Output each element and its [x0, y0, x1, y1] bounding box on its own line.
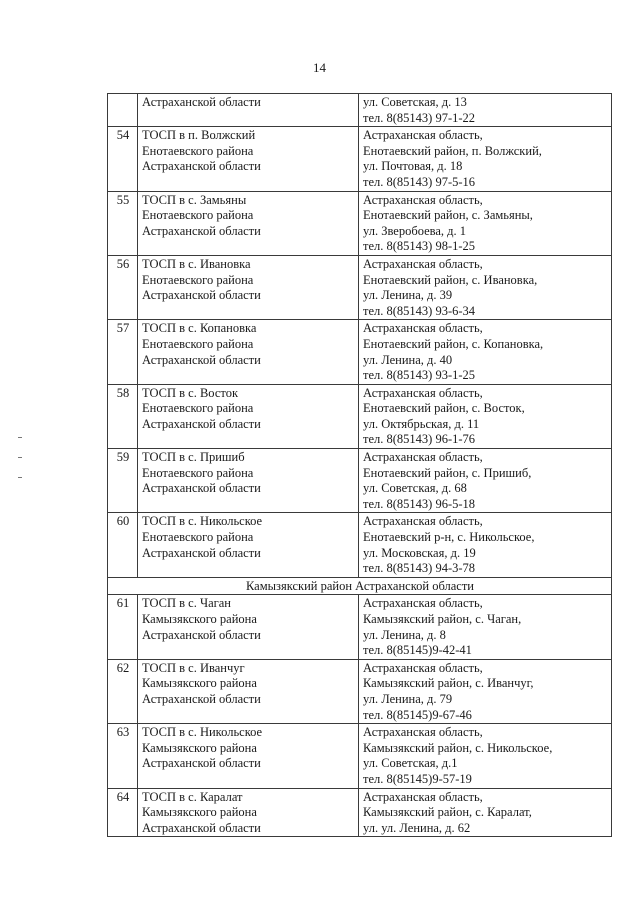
address-line: тел. 8(85143) 97-5-16 — [363, 174, 476, 189]
office-name-cell — [138, 127, 359, 191]
office-name-line: ТОСП в с. Восток — [142, 385, 239, 400]
office-name-line: Астраханской области — [142, 352, 261, 367]
address-line: ул. Советская, д. 13 — [363, 95, 467, 109]
address-line: Камызякский район, с. Каралат, — [363, 805, 532, 820]
section-header-row — [108, 577, 612, 595]
office-name-line: ТОСП в с. Чаган — [142, 596, 232, 611]
office-name-line: Астраханской области — [142, 288, 261, 303]
table-row — [108, 94, 612, 127]
offices-table — [107, 93, 612, 837]
address-line: Астраханская область, — [363, 128, 483, 143]
office-name-line: Енотаевского района — [142, 401, 254, 416]
address-line: Астраханская область, — [363, 321, 483, 336]
table-row — [108, 724, 612, 788]
address-line: Астраханская область, — [363, 450, 483, 465]
office-name-line: ТОСП в с. Ивановка — [142, 256, 251, 271]
address-line: Астраханская область, — [363, 385, 483, 400]
office-name-line: ТОСП в с. Каралат — [142, 789, 243, 804]
address-cell — [359, 255, 612, 319]
row-number: 54 — [108, 127, 138, 191]
address-cell — [359, 449, 612, 513]
address-line: ул. Советская, д. 68 — [363, 481, 467, 496]
office-name-cell — [138, 595, 359, 659]
office-name-line: Астраханской области — [142, 95, 261, 109]
address-line: тел. 8(85145)9-57-19 — [363, 771, 472, 786]
row-number: 56 — [108, 255, 138, 319]
office-name-line: Астраханской области — [142, 159, 261, 174]
office-name-line: Енотаевского района — [142, 336, 254, 351]
address-line: тел. 8(85143) 94-3-78 — [363, 561, 476, 576]
address-line: тел. 8(85143) 98-1-25 — [363, 239, 476, 254]
office-name-line: Астраханской области — [142, 756, 261, 771]
address-cell — [359, 384, 612, 448]
section-title: Камызякский район Астраханской области — [108, 577, 612, 595]
address-line: тел. 8(85143) 96-5-18 — [363, 496, 476, 511]
address-line: тел. 8(85143) 93-1-25 — [363, 368, 476, 383]
table-row — [108, 449, 612, 513]
table-row — [108, 255, 612, 319]
table-row — [108, 513, 612, 577]
office-name-cell — [138, 320, 359, 384]
address-line: Камызякский район, с. Никольское, — [363, 740, 553, 755]
office-name-line: Камызякского района — [142, 676, 257, 691]
row-number: 62 — [108, 659, 138, 723]
office-name-line: Астраханской области — [142, 223, 261, 238]
address-line: тел. 8(85145)9-42-41 — [363, 643, 472, 658]
office-name-cell — [138, 659, 359, 723]
margin-mark — [18, 457, 22, 458]
address-line: ул. Ленина, д. 40 — [363, 352, 453, 367]
table-row — [108, 788, 612, 837]
address-line: Астраханская область, — [363, 660, 483, 675]
address-line: Енотаевский район, с. Восток, — [363, 401, 525, 416]
address-line: Астраханская область, — [363, 789, 483, 804]
address-line: ул. Ленина, д. 8 — [363, 627, 446, 642]
office-name-line: Камызякского района — [142, 740, 257, 755]
address-line: Астраханская область, — [363, 514, 483, 529]
office-name-line: Енотаевского района — [142, 143, 254, 158]
margin-mark — [18, 477, 22, 478]
office-name-line: Астраханской области — [142, 416, 261, 431]
page-number: 14 — [313, 60, 326, 75]
row-number: 55 — [108, 191, 138, 255]
address-line: тел. 8(85145)9-67-46 — [363, 707, 472, 722]
office-name-line: Астраханской области — [142, 691, 261, 706]
table-row — [108, 595, 612, 659]
office-name-line: ТОСП в п. Волжский — [142, 128, 256, 143]
address-line: Астраханская область, — [363, 725, 483, 740]
row-number — [108, 94, 138, 127]
office-name-line: ТОСП в с. Копановка — [142, 321, 257, 336]
address-cell — [359, 94, 612, 127]
address-line: Камызякский район, с. Иванчуг, — [363, 676, 534, 691]
office-name-line: Енотаевского района — [142, 465, 254, 480]
table-row — [108, 191, 612, 255]
office-name-cell — [138, 788, 359, 837]
office-name-cell — [138, 513, 359, 577]
address-line: тел. 8(85143) 93-6-34 — [363, 303, 476, 318]
address-line: тел. 8(85143) 97-1-22 — [363, 110, 476, 125]
office-name-cell — [138, 384, 359, 448]
table-row — [108, 384, 612, 448]
address-cell — [359, 513, 612, 577]
row-number: 64 — [108, 788, 138, 837]
address-cell — [359, 127, 612, 191]
row-number: 57 — [108, 320, 138, 384]
office-name-line: Енотаевского района — [142, 208, 254, 223]
offices-table-body — [108, 94, 612, 837]
office-name-line: Енотаевского района — [142, 272, 254, 287]
address-line: Астраханская область, — [363, 596, 483, 611]
address-line: ул. Ленина, д. 79 — [363, 691, 453, 706]
address-cell — [359, 659, 612, 723]
address-line: Камызякский район, с. Чаган, — [363, 612, 522, 626]
table-row — [108, 127, 612, 191]
table-row — [108, 659, 612, 723]
office-name-cell — [138, 449, 359, 513]
row-number: 63 — [108, 724, 138, 788]
address-line: ул. Ленина, д. 39 — [363, 288, 453, 303]
row-number: 60 — [108, 513, 138, 577]
address-line: ул. Октябрьская, д. 11 — [363, 416, 480, 431]
office-name-cell — [138, 255, 359, 319]
address-line: тел. 8(85143) 96-1-76 — [363, 432, 476, 447]
address-line: ул. Зверобоева, д. 1 — [363, 223, 467, 238]
row-number: 58 — [108, 384, 138, 448]
address-line: ул. Советская, д.1 — [363, 756, 458, 771]
office-name-line: ТОСП в с. Иванчуг — [142, 660, 245, 675]
address-line: Енотаевский район, с. Замьяны, — [363, 208, 533, 223]
office-name-line: Астраханской области — [142, 627, 261, 642]
row-number: 61 — [108, 595, 138, 659]
address-cell — [359, 191, 612, 255]
office-name-line: ТОСП в с. Пришиб — [142, 450, 245, 465]
address-cell — [359, 320, 612, 384]
address-line: Енотаевский р-н, с. Никольское, — [363, 530, 535, 545]
address-line: ул. ул. Ленина, д. 62 — [363, 820, 471, 835]
address-cell — [359, 595, 612, 659]
office-name-line: ТОСП в с. Никольское — [142, 514, 263, 529]
address-line: ул. Почтовая, д. 18 — [363, 159, 463, 174]
office-name-line: Астраханской области — [142, 545, 261, 560]
address-line: Астраханская область, — [363, 256, 483, 271]
office-name-cell — [138, 191, 359, 255]
office-name-line: Астраханской области — [142, 481, 261, 496]
office-name-line: Енотаевского района — [142, 530, 254, 545]
address-line: Енотаевский район, с. Копановка, — [363, 336, 544, 351]
address-line: ул. Московская, д. 19 — [363, 545, 476, 560]
address-line: Енотаевский район, п. Волжский, — [363, 143, 542, 158]
address-line: Енотаевский район, с. Пришиб, — [363, 465, 532, 480]
office-name-line: ТОСП в с. Замьяны — [142, 192, 247, 207]
office-name-line: Астраханской области — [142, 820, 261, 835]
margin-mark — [18, 437, 22, 438]
address-line: Енотаевский район, с. Ивановка, — [363, 272, 538, 287]
address-cell — [359, 788, 612, 837]
office-name-line: Камызякского района — [142, 805, 257, 820]
address-line: Астраханская область, — [363, 192, 483, 207]
office-name-line: Камызякского района — [142, 612, 257, 626]
office-name-line: ТОСП в с. Никольское — [142, 725, 263, 740]
office-name-cell — [138, 94, 359, 127]
address-cell — [359, 724, 612, 788]
row-number: 59 — [108, 449, 138, 513]
office-name-cell — [138, 724, 359, 788]
table-row — [108, 320, 612, 384]
